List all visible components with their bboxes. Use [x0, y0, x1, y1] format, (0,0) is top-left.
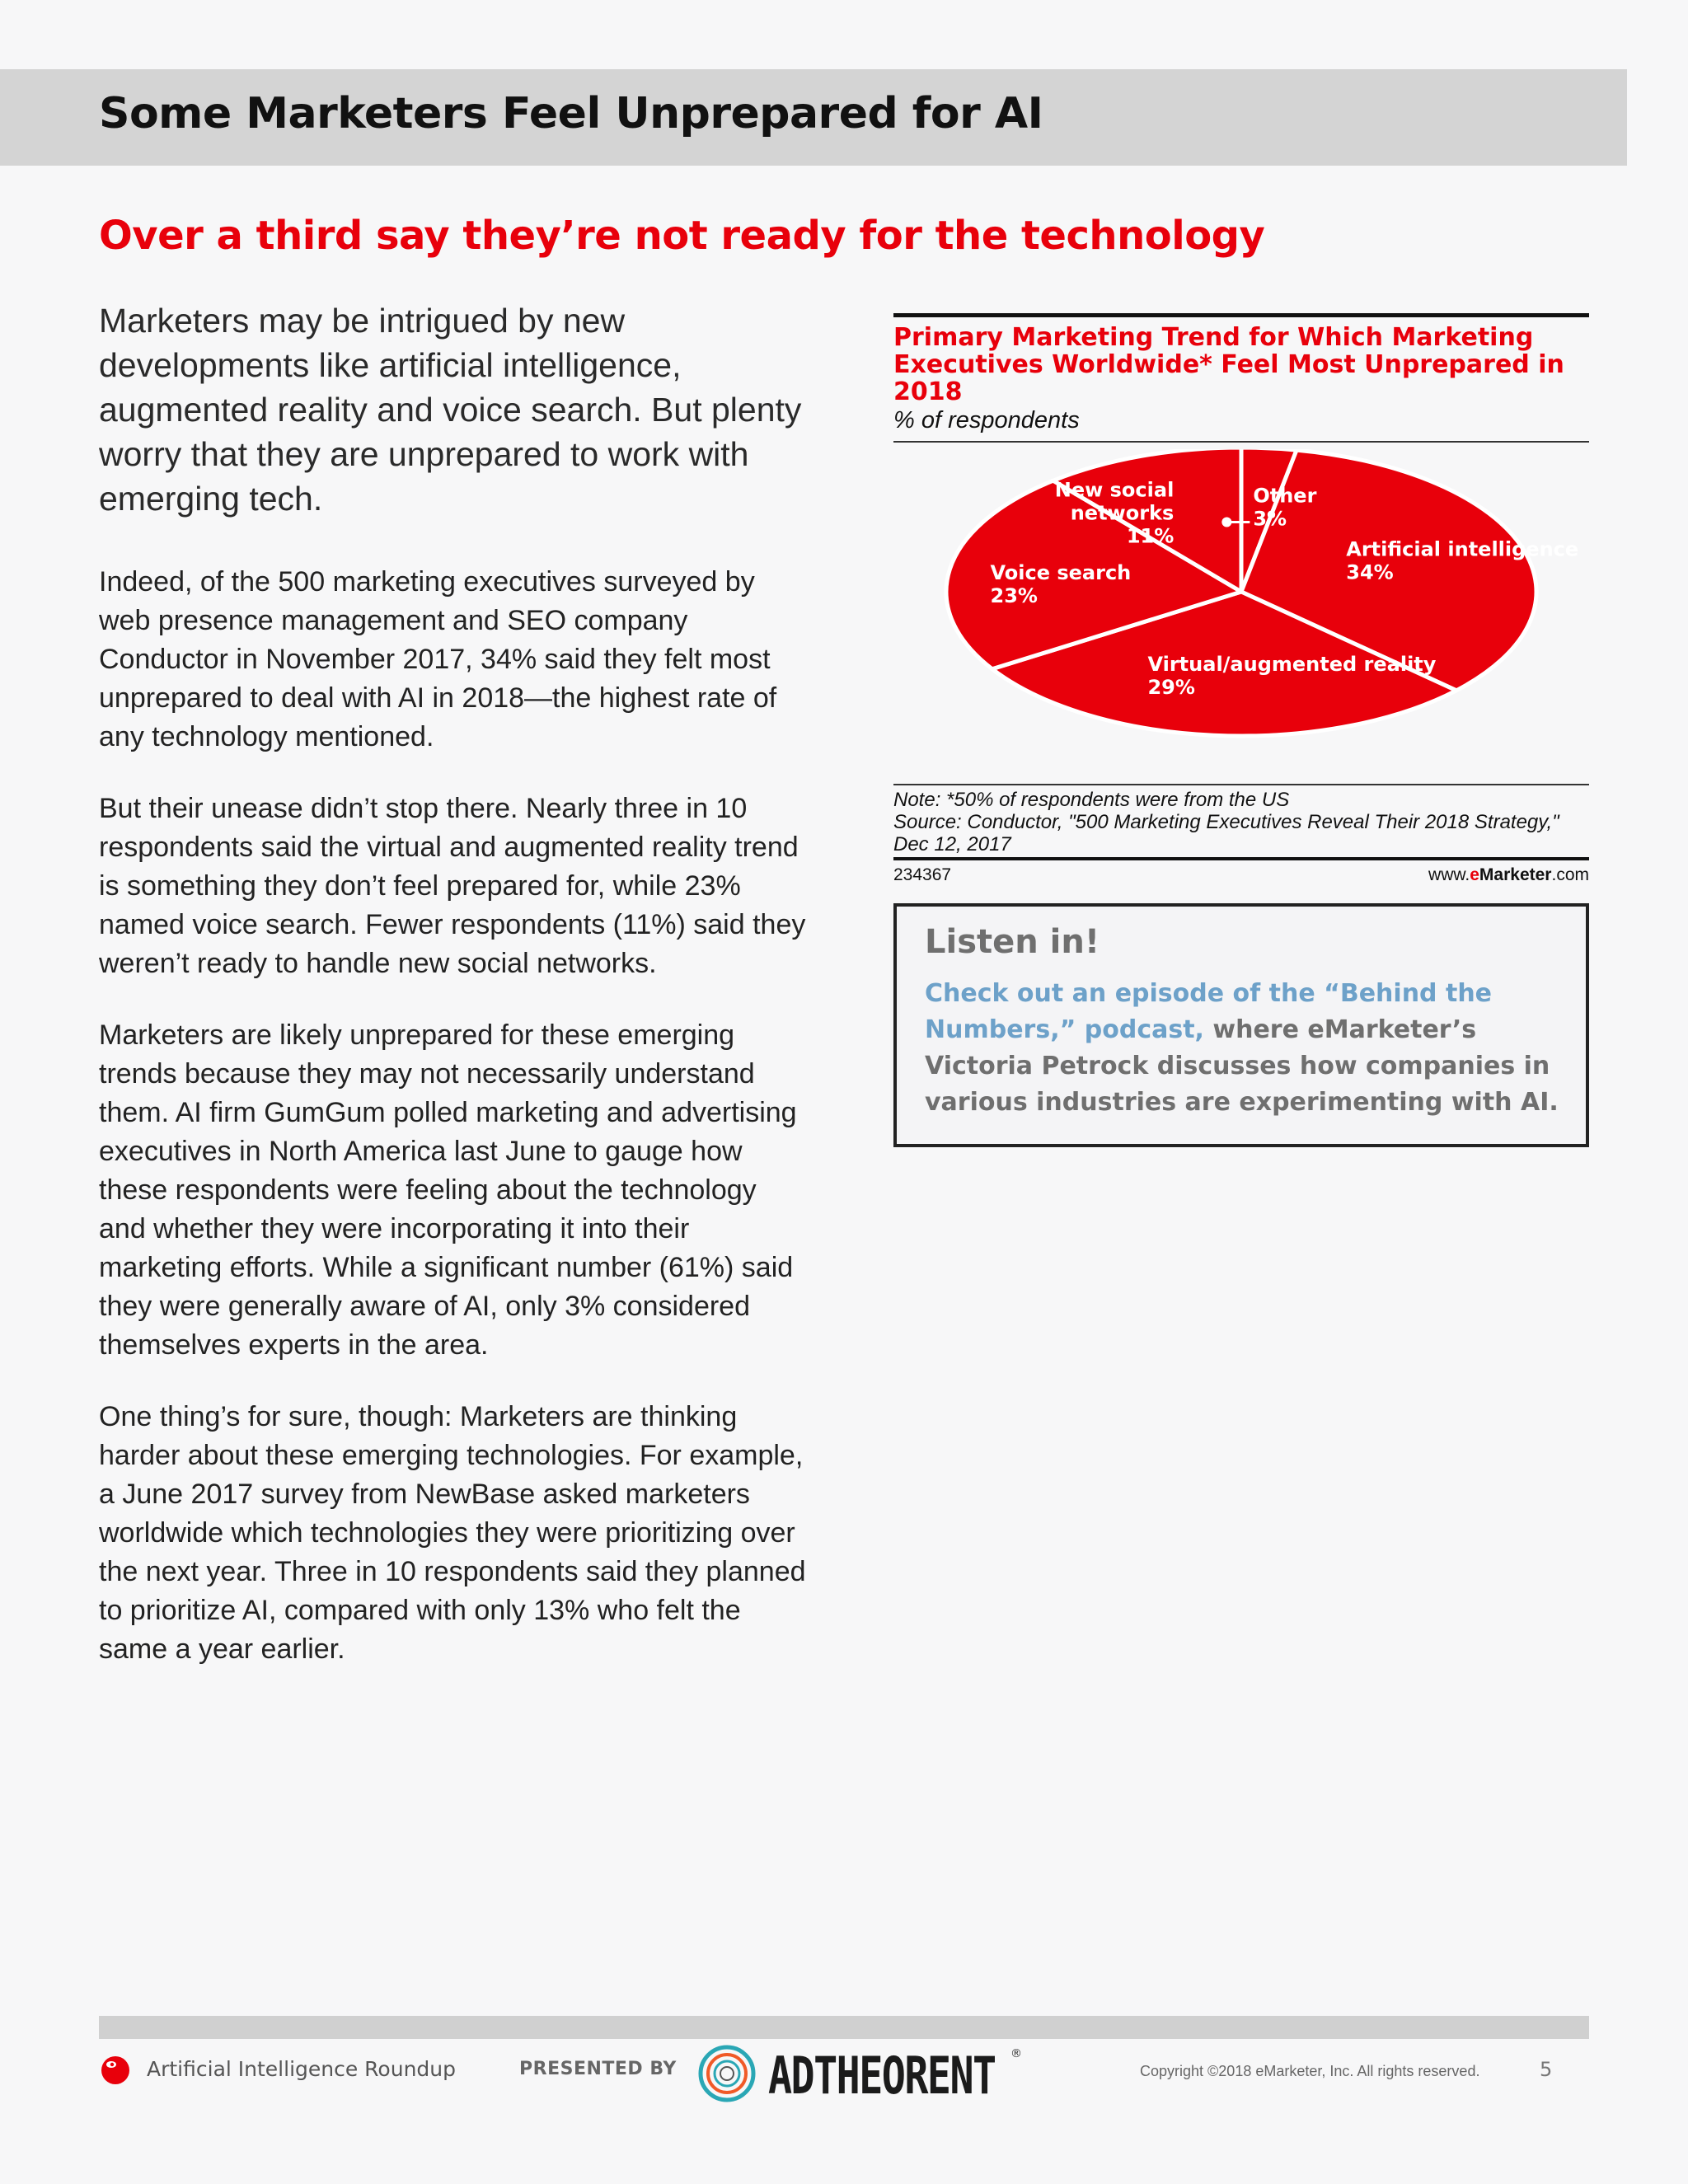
site-suffix: .com: [1551, 865, 1589, 884]
chart-source-line: Source: Conductor, "500 Marketing Executives Reveal Their 2018 Strategy,": [893, 811, 1559, 833]
page-title: Some Marketers Feel Unprepared for AI: [99, 89, 1043, 138]
chart-top-rule: [893, 313, 1589, 317]
chart-footer: [893, 865, 1589, 885]
pie-label-virtual-augmented-reality: Virtual/augmented reality 29%: [1147, 652, 1437, 699]
chart-title-line: Primary Marketing Trend for Which Marketing: [893, 323, 1534, 352]
footer-presented-by: PRESENTED BY: [519, 2059, 677, 2079]
chart-title-line: Executives Worldwide* Feel Most Unprepared in 2018: [893, 350, 1564, 406]
chart-source-line: Dec 12, 2017: [893, 833, 1011, 855]
chart-rule: [893, 784, 1589, 785]
section-subtitle: Over a third say they’re not ready for the technology: [99, 213, 1265, 259]
body-paragraph: Marketers are likely unprepared for these emerging trends because they may not necessarily understand them. AI firm GumGum polled marketing and advertising executives in North America last June to gauge how these respondents were feeling about the technology and whether they were incorporating it into their marketing efforts. While a significant number (61%) said they were generally aware of AI, only 3% considered themselves experts in the area.: [99, 1019, 797, 1361]
site-prefix: www.: [1428, 865, 1470, 884]
body-paragraph: One thing’s for sure, though: Marketers are thinking harder about these emerging technologies. For example, a June 2017 survey from NewBase asked marketers worldwide which technologies they were prioritizing over the next year. Three in 10 respondents said they planned to prioritize AI, compared with only 13% who felt the same a year earlier.: [99, 1401, 806, 1665]
chart-bottom-rule: [893, 857, 1589, 860]
chart-note-line: Note: *50% of respondents were from the US: [893, 789, 1290, 811]
footer-bar: [99, 2016, 1589, 2039]
footer-report-title: Artificial Intelligence Roundup: [147, 2057, 456, 2081]
listen-body: where eMarketer’s Victoria Petrock discusses how companies in various industries are experimenting with AI.: [925, 1015, 1559, 1117]
chart-card: [893, 313, 1589, 885]
adtheorent-logo-icon: [697, 2044, 757, 2103]
pie-label-voice-search: Voice search 23%: [990, 560, 1132, 607]
body-text: [99, 563, 808, 1702]
chart-rule: [893, 441, 1589, 443]
podcast-link[interactable]: Check out an episode of the “Behind the Numbers,” podcast,: [925, 979, 1493, 1044]
site-brand: Marketer: [1479, 865, 1552, 884]
pie-label-other: Other 3%: [1253, 484, 1317, 531]
listen-text: [925, 976, 1576, 1121]
listen-box: [893, 903, 1589, 1147]
footer-copyright: Copyright ©2018 eMarketer, Inc. All rights reserved.: [1140, 2063, 1480, 2079]
listen-title: Listen in!: [925, 923, 1100, 961]
pie-label-artificial-intelligence: Artificial intelligence 34%: [1346, 537, 1579, 584]
lead-paragraph: Marketers may be intrigued by new developments like artificial intelligence, augmented reality and voice search. But plenty worry that they are unprepared to work with emerging tech.: [99, 302, 802, 518]
chart-site-link[interactable]: [1428, 865, 1589, 885]
chart-unit: % of respondents: [893, 407, 1080, 434]
site-e: e: [1470, 865, 1479, 884]
chart-title: [893, 324, 1589, 405]
pie-label-new-social-networks: New social networks 11%: [1054, 478, 1175, 548]
emarketer-logo-icon: [99, 2053, 132, 2086]
body-paragraph: But their unease didn’t stop there. Nearly three in 10 respondents said the virtual and augmented reality trend is something they don’t feel prepared for, while 23% named voice search. Fewer respondents (11%) said they weren’t ready to handle new social networks.: [99, 793, 806, 979]
body-paragraph: Indeed, of the 500 marketing executives surveyed by web presence management and SEO company Conductor in November 2017, 34% said they felt most unprepared to deal with AI in 2018—the highest rate of any technology mentioned.: [99, 566, 777, 752]
chart-id: 234367: [893, 865, 952, 884]
sponsor-name: ADTHEORENT: [768, 2046, 996, 2106]
chart-note: [893, 789, 1589, 855]
pie-chart: [893, 449, 1589, 779]
sponsor-registered-mark: ®: [1010, 2047, 1022, 2060]
page-number: 5: [1540, 2058, 1553, 2081]
